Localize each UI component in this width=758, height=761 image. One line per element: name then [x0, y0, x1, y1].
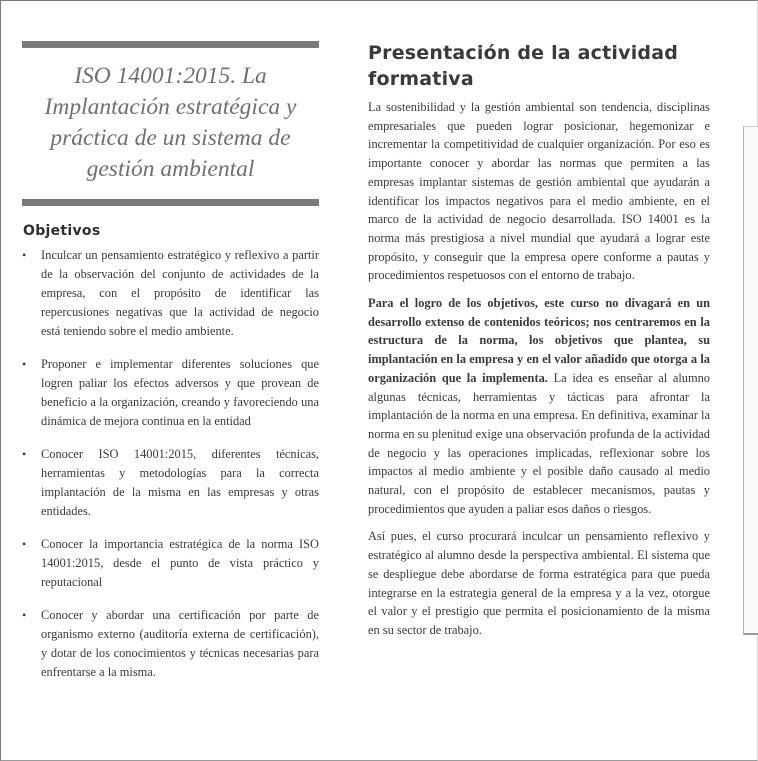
objective-text: Inculcar un pensamiento estratégico y reflexivo a partir de la observación del conjunto de actividades de la empresa, con el propósito de identificar las repercusiones negativas que la actividad de negocio está teniendo sobre el medio ambiente.	[41, 248, 319, 338]
objective-text: Proponer e implementar diferentes soluciones que logren paliar los efectos adversos y que provean de beneficio a la organización, creando y favoreciendo una dinámica de mejora continua en la entidad	[41, 357, 319, 428]
title-bottom-rule	[22, 199, 319, 206]
bullet-icon: •	[22, 608, 27, 622]
objective-item	[22, 535, 319, 592]
objectives-list	[22, 246, 319, 682]
paragraph-3: Así pues, el curso procurará inculcar un pensamiento reflexivo y estratégico al alumno desde la perspectiva ambiental. El sistema que se despliegue debe abordarse de forma estratégica para que pueda integrarse en la estrategia general de la empresa y a la vez, otorgue el valor y el prestigio que permita el posicionamiento de la misma en su sector de trabajo.	[368, 529, 710, 637]
objective-item	[22, 246, 319, 341]
objective-item	[22, 355, 319, 431]
objective-text: Conocer la importancia estratégica de la norma ISO 14001:2015, desde el punto de vista práctico y reputacional	[41, 537, 319, 589]
course-title: ISO 14001:2015. La Implantación estratégica y práctica de un sistema de gestión ambiental	[44, 63, 297, 182]
objective-item	[22, 445, 319, 521]
paragraph-2	[368, 294, 710, 518]
paragraph-2-text: La idea es enseñar al alumno algunas técnicas, herramientas y tácticas para afrontar la implantación de la norma en una empresa. En definitiva, examinar la norma en su plenitud exige una observación profunda de la actividad de negocio y las operaciones implicadas, reflexionar sobre los impactos al medio ambiente y el posible daño causado al medio natural, con el propósito de establecer mecanismos, pautas y procedimientos que ayuden a paliar esos daños o riesgos.	[368, 370, 710, 516]
bullet-icon: •	[22, 537, 27, 551]
right-column	[368, 40, 710, 649]
title-top-rule	[22, 41, 319, 48]
paragraph-1: La sostenibilidad y la gestión ambiental son tendencia, disciplinas empresariales que pueden lograr posicionar, hegemonizar e incrementar la competitividad de cualquier organización. Por eso es importante conocer y abordar las normas que permiten a las empresas implantar sistemas de gestión ambiental que ayudarán a identificar los impactos negativos para el medio ambiente, en el marco de la actividad de negocio desarrollada. ISO 14001 es la norma más prestigiosa a nivel mundial que ayudará a lograr este propósito, y conseguir que la empresa opere conforme a pautas y procedimientos respetuosos con el entorno de trabajo.	[368, 100, 710, 283]
bullet-icon: •	[22, 447, 27, 461]
objectives-heading: Objetivos	[23, 223, 101, 239]
section-title: Presentación de la actividad formativa	[368, 42, 679, 90]
objective-text: Conocer y abordar una certificación por parte de organismo externo (auditoría externa de certificación), y dotar de los conocimientos y técnicas necesarias para enfrentarse a la misma.	[41, 608, 319, 679]
paragraph-2-bold: Para el logro de los objetivos, este curso no divagará en un desarrollo extenso de contenidos teóricos; nos centraremos en la estructura de la norma, los objetivos que plantea, su implantación en la empresa y en el valor añadido que otorga a la organización que la implementa.	[368, 296, 710, 385]
bullet-icon: •	[22, 248, 27, 262]
adjacent-page-edge	[743, 126, 758, 635]
objective-text: Conocer ISO 14001:2015, diferentes técnicas, herramientas y metodologías para la correcta implantación de la misma en las empresas y otras entidades.	[41, 447, 319, 518]
objective-item	[22, 606, 319, 682]
left-column	[22, 41, 319, 696]
bullet-icon: •	[22, 357, 27, 371]
